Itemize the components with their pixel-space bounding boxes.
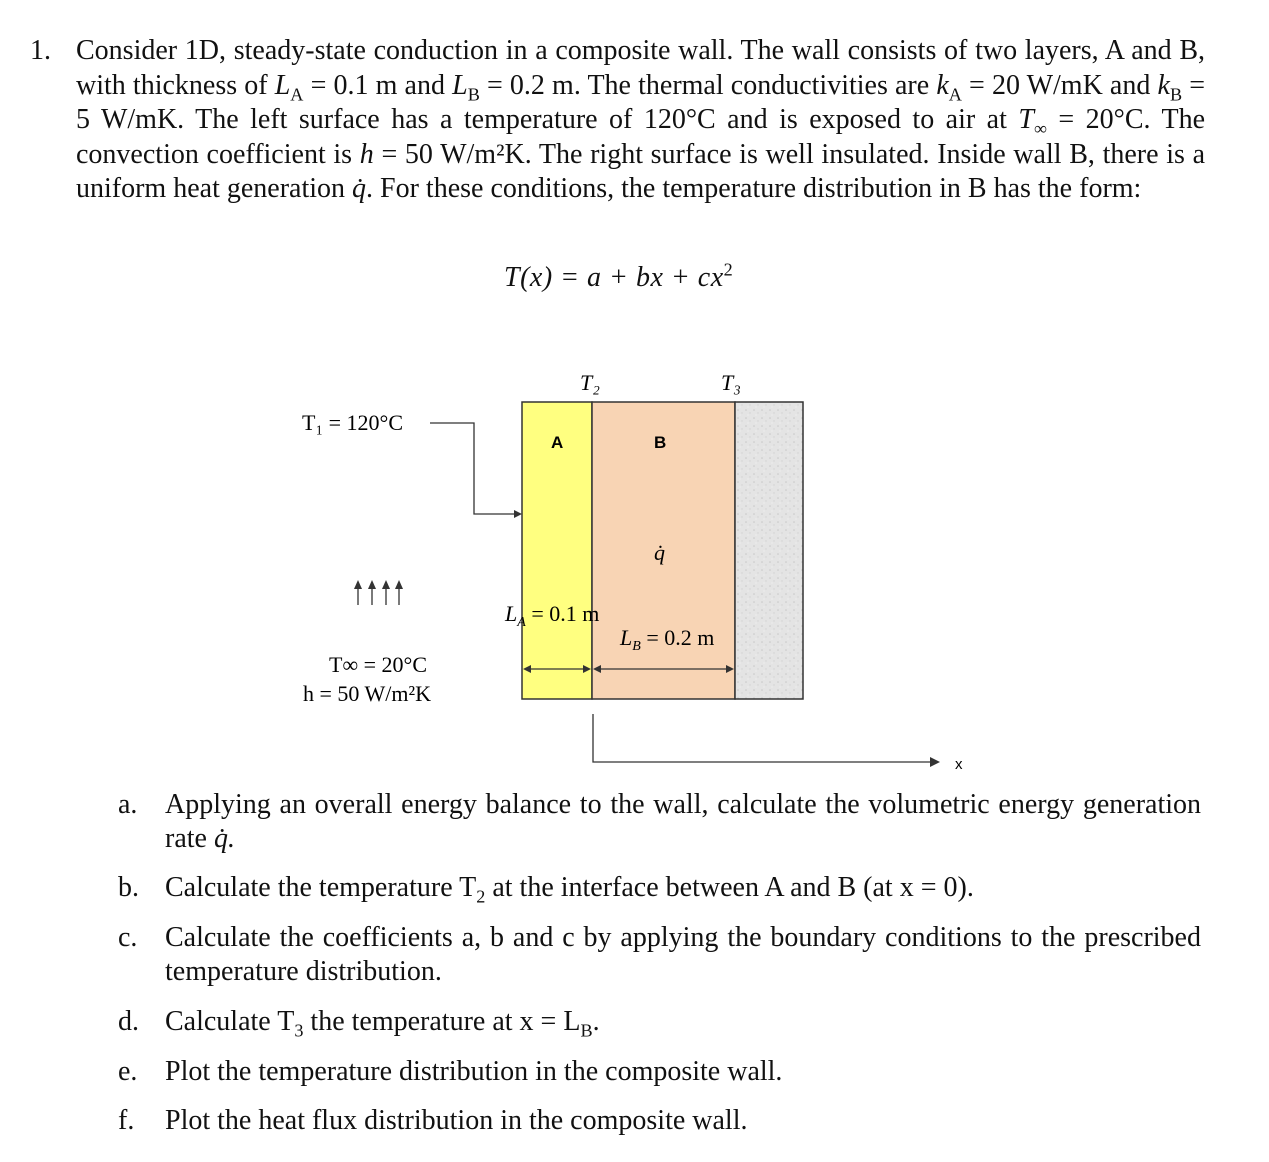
text-intro: Consider 1D, steady-state conduction in a composite wall. The wall consists of two layers, A and B, with thickness of (76, 35, 1205, 101)
val-LA: = 0.1 m (303, 69, 398, 101)
text-form: . For these conditions, the temperature distribution in B has the form: (366, 173, 1142, 205)
question-b (118, 871, 1201, 905)
t1-arrow-head (514, 510, 522, 518)
sym-Tinf: T (1018, 104, 1034, 136)
label-T1: T₁ = 120°C (302, 410, 403, 435)
sub-LA: A (290, 84, 304, 105)
t1-leader-line (430, 423, 516, 514)
question-e (118, 1055, 1201, 1089)
val-kB: = 5 W/mK. The left surface has a temperature of 120°C and is exposed to air at (76, 69, 1206, 136)
question-text: Applying an overall energy balance to the wall, calculate the volumetric energy generation rate (165, 789, 1201, 854)
val-Tinf: = 20°C. The convection coefficient is (76, 104, 1205, 170)
question-qdot: q̇. (213, 823, 235, 854)
question-sub2: B (580, 1020, 593, 1041)
sym-kB: k (1157, 69, 1170, 101)
equation-power: 2 (723, 259, 734, 280)
label-h: h = 50 W/m²K (303, 681, 431, 706)
text-and: and (397, 69, 453, 101)
label-qdot: q̇ (654, 540, 665, 565)
equation-body: T(x) = a + bx + cx (504, 262, 724, 293)
label-layer-B: B (654, 433, 667, 452)
sub-LB: B (467, 84, 480, 105)
label-LA: $L_A = 0.1$ m (505, 601, 600, 630)
question-sub: 3 (294, 1020, 304, 1041)
question-label: b. (118, 872, 139, 903)
question-f (118, 1104, 1201, 1138)
question-text: Calculate the temperature T (165, 872, 477, 903)
sym-qdot: q̇ (352, 173, 367, 205)
question-end: at the interface between A and B (at x = 0). (485, 872, 974, 903)
question-end2: . (592, 1006, 600, 1037)
question-a (118, 788, 1201, 856)
label-T2: T₂ (580, 370, 600, 395)
problem-number: 1. (30, 35, 51, 66)
air-flow-arrows (354, 580, 403, 605)
sym-h: h (359, 138, 374, 170)
sym-LA: L (274, 69, 291, 101)
sym-kA: k (936, 69, 949, 101)
question-label: f. (118, 1105, 135, 1136)
label-T3: T₃ (721, 370, 741, 395)
question-text: Calculate T (165, 1006, 295, 1037)
sym-LB: L (452, 69, 468, 101)
label-Tinf: T∞ = 20°C (329, 652, 428, 677)
val-h: = 50 W/m²K. The right surface is well insulated. Inside wall B, there is a uniform heat generation (76, 138, 1205, 205)
val-kA: = 20 W/mK and (961, 69, 1158, 101)
x-axis-line (593, 714, 932, 762)
insulation (735, 402, 803, 699)
question-sub: 2 (476, 886, 486, 907)
question-list (118, 788, 1201, 1138)
question-label: e. (118, 1056, 138, 1087)
sub-Tinf: ∞ (1033, 118, 1047, 139)
question-end: the temperature at x = L (303, 1006, 581, 1037)
sub-kB: B (1169, 84, 1183, 105)
question-text: Plot the heat flux distribution in the composite wall. (165, 1105, 748, 1136)
label-LB: $L_B = 0.2$ m (620, 625, 715, 654)
label-layer-A: A (551, 433, 564, 452)
question-text: Plot the temperature distribution in the composite wall. (165, 1056, 783, 1087)
question-label: c. (118, 922, 138, 953)
sub-kA: A (948, 84, 962, 105)
label-x: x (955, 756, 963, 773)
text-conductivities: . The thermal conductivities are (573, 69, 937, 101)
question-label: d. (118, 1006, 139, 1037)
question-c (118, 921, 1201, 989)
x-axis-arrow (930, 757, 940, 767)
question-label: a. (118, 789, 138, 820)
question-d (118, 1005, 1201, 1039)
question-text: Calculate the coefficients a, b and c by applying the boundary conditions to the prescribed temperature distribution. (165, 922, 1201, 987)
val-LB: = 0.2 m (479, 69, 574, 101)
